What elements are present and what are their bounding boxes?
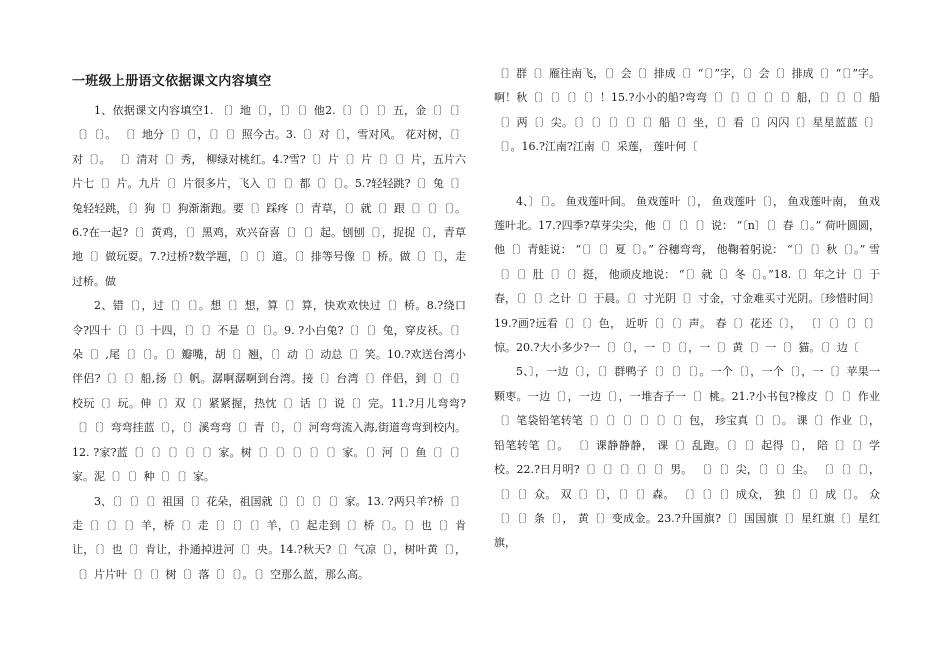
paragraph-section-5: 5、〕，一边〔〕，〔〕群鸭子〔〕〔〕〔〕。一个〔〕，一个〔〕，一〔〕苹果一颗枣。一边〔〕，一边〔〕，一堆杏子一〔〕桃。21.?小书包?橡皮〔〕〔〕作业〔〕笔袋铅笔转笔〔〕〔〕〔〕〔〕〔〕〔〕包， 珍宝真〔〕〔〕。 课〔〕作业〔〕， 铅笔转笔〔〕。 〔〕课静静静， 课〔〕乱跑。〔〕〔〕起得〔〕， 陪〔〕〔〕学校。22.?日月明?〔〕〔〕〔〕〔〕〔〕男。 〔〕〔〕尖，〔〕〔〕尘。 〔〕〔〕〔〕，〔〕〔〕众。 双〔〕〔〕，〔〕〔〕森。 〔〕〔〕〔〕成众， 独〔〕〔〕成〔〕。 众〔〕〔〕条〔〕， 黄〔〕变成金。23.?升国旗?〔〕国国旗〔〕星红旗〔〕星红旗， — [494, 365, 880, 550]
paragraph-section-4: 4、〕〔〕。 鱼戏莲叶间。 鱼戏莲叶〔〕， 鱼戏莲叶〔〕， 鱼戏莲叶南， 鱼戏莲叶北。17.?四季?草芽尖尖，他〔〕〔〕〔〕说： “〔n〕〔〕春〔〕。” 荷叶圆圆， 他〔〕青蛙说： “〔〕〔〕夏〔〕。” 谷穗弯弯， 他鞠着躬说： “〔〕〔〕秋〔〕。” 雪〔〕〔〕肚〔〕〔〕挺， 他顽皮地说： “〔〕就〔〕冬〔〕。”18.〔〕年之计〔〕于春，〔〕〔〕之计〔〕于晨。〔〕寸光阴〔〕寸金，寸金难买寸光阴。〔珍惜时间〕19.?画?远看〔〕〔〕色， 近听〔〕〔〕声。 春〔〕花还〔〕， 〔〕〔〕〔〕〔〕惊。20.?大小多少?一〔〕〔〕，一〔〕〔〕，一〔〕黄〔〕一〔〕猫。〔〕边〔 — [494, 194, 880, 355]
right-column — [494, 62, 880, 556]
paragraph-section-3: 3、〔〕〔〕〔〕祖国〔〕花朵，祖国就〔〕〔〕〔〕〔〕家。13. ?两只羊?桥〔〕走〔〕〔〕〔〕羊，桥〔〕走〔〕〔〕〔〕羊，〔〕起走到〔〕桥〔〕。〔〕也〔〕肯让，〔〕也〔〕肯让，扑通掉进河〔〕央。14.?秋天?〔〕气凉〔〕，树叶黄〔〕，〔〕片片叶〔〕〔〕树〔〕落〔〕〔〕。〔〕空那么蓝，那么高。 — [72, 494, 466, 581]
paragraph-continuation: 〔〕群〔〕雁往南飞，〔〕会〔〕排成〔〕“〔〕”字，〔〕会〔〕排成〔〕“〔〕”字。啊！秋〔〕〔〕〔〕〔〕！15.?小小的船?弯弯〔〕〔〕〔〕〔〕〔〕船，〔〕〔〕〔〕船〔〕两〔〕尖。〔〕〔〕〔〕〔〕〔〕船〔〕坐，〔〕看〔〕闪闪〔〕星星蓝蓝〔〕〔〕。16.?江南?江南〔〕采莲， 莲叶何〔 — [494, 67, 880, 154]
left-column — [72, 70, 466, 587]
paragraph-section-1: 1、依据课文内容填空1. 〔〕地〔〕，〔〕〔〕他2.〔〕〔〕〔〕五，金〔〕〔〕〔〕〔〕。 〔〕地分〔〕〔〕，〔〕〔〕照今古。3.〔〕对〔〕，雪对风。 花对树，〔〕对〔〕。 〔〕清对〔〕秀， 柳绿对桃红。4.?雪?〔〕片〔〕片〔〕〔〕片，五片六片七〔〕片。九片〔〕片很多片，飞入〔〕〔〕都〔〕〔〕。5.?轻轻跳?〔〕兔〔〕兔轻轻跳，〔〕狗〔〕狗渐渐跑。要〔〕踩疼〔〕青草，〔〕就〔〕跟〔〕〔〕〔〕。6.?在一起?〔〕黄鸡，〔〕黑鸡，欢兴奋喜〔〕〔〕起。刨刨〔〕，捉捉〔〕，青草地〔〕做玩耍。7.?过桥?数学题，〔〕〔〕道。〔〕排等号像〔〕桥。做〔〕〔〕，走过桥。做 — [72, 104, 466, 288]
column-gap — [494, 160, 880, 190]
paragraph-section-2: 2、错〔〕，过〔〕〔〕。想〔〕想，算〔〕算，快欢欢快过〔〕桥。8.?绕口令?四十〔〕〔〕十四，〔〕〔〕不是〔〕〔〕。9. ?小白兔?〔〕〔〕兔，穿皮袄。〔〕朵〔〕,尾〔〕〔〕。〔〕瓣嘴，胡〔〕翘，〔〕动〔〕动总〔〕笑。10.?欢送台湾小伴侣?〔〕〔〕船,扬〔〕帆。潺啊潺啊到台湾。接〔〕台湾〔〕伴侣，到〔〕〔〕校玩〔〕玩。伸〔〕双〔〕紧紧握，热忱〔〕话〔〕说〔〕完。11.?月儿弯弯?〔〕〔〕弯弯挂蓝〔〕，〔〕溪弯弯〔〕青〔〕，〔〕河弯弯流入海,街道弯弯到校内。12. ?家?蓝〔〕〔〕〔〕〔〕〔〕家。树〔〕〔〕〔〕〔〕〔〕家。〔〕河〔〕鱼〔〕〔〕家。泥〔〕〔〕种〔〕〔〕家。 — [72, 299, 466, 484]
document-title: 一班级上册语文依据课文内容填空 — [72, 74, 272, 89]
